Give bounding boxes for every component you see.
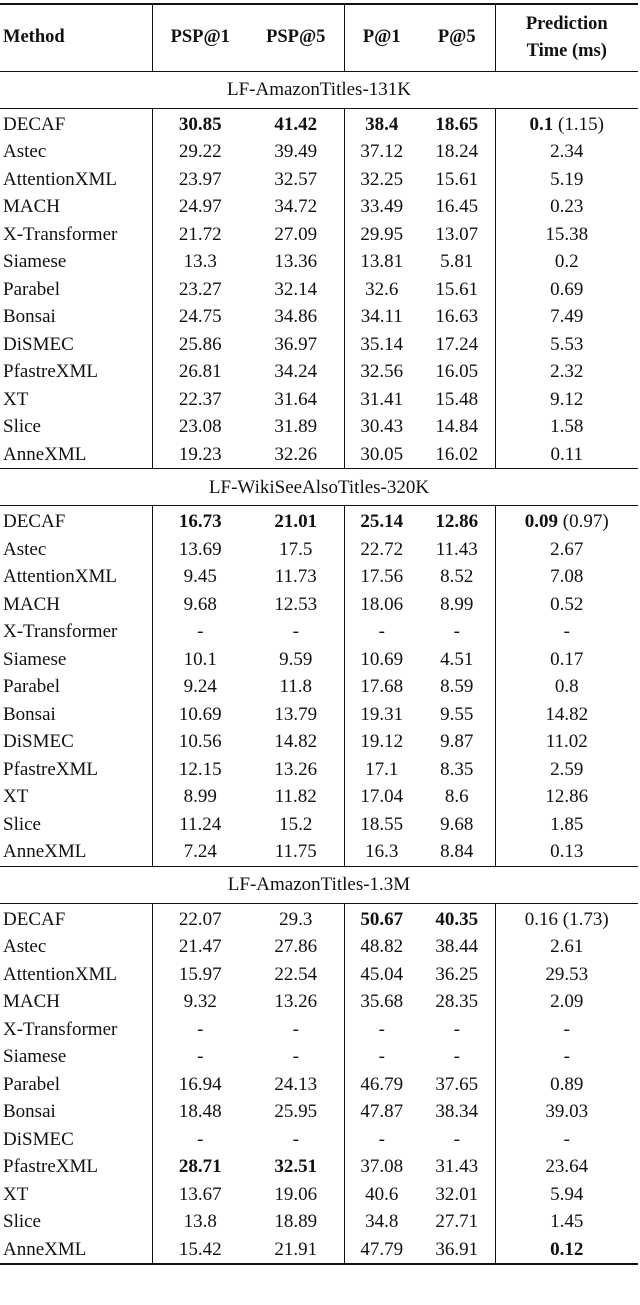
time-cell — [495, 506, 638, 536]
psp1-cell: 8.99 — [152, 783, 248, 811]
p5-cell: 8.52 — [440, 566, 474, 588]
p5-cell: 16.05 — [435, 361, 479, 383]
header-psp5: PSP@5 — [248, 4, 344, 71]
psp1-cell: 13.8 — [152, 1208, 248, 1236]
p5-cell: 13.07 — [435, 223, 479, 245]
table-row — [0, 563, 638, 591]
table-row — [0, 138, 638, 166]
p1-cell: 17.04 — [344, 783, 419, 811]
time-value: 0.1 — [529, 113, 554, 135]
p5-cell: - — [453, 621, 460, 643]
table-row — [0, 331, 638, 359]
psp1-cell: 28.71 — [152, 1153, 248, 1181]
psp1-cell: 11.24 — [152, 811, 248, 839]
psp1-cell: 10.1 — [152, 646, 248, 674]
psp1-cell: 25.86 — [152, 331, 248, 359]
method-cell: Siamese — [3, 251, 67, 273]
psp5-cell: 34.24 — [274, 361, 318, 383]
table-row — [0, 166, 638, 194]
p1-cell: 18.06 — [344, 591, 419, 619]
psp5-cell: 32.14 — [274, 278, 318, 300]
psp5-cell: 31.89 — [274, 416, 318, 438]
psp1-cell: 19.23 — [152, 441, 248, 469]
section-title: LF-AmazonTitles-1.3M — [0, 866, 638, 903]
psp5-cell: 11.75 — [274, 841, 317, 863]
time-cell: 5.53 — [495, 331, 638, 359]
p1-cell: 19.31 — [344, 701, 419, 729]
p1-cell: - — [344, 1043, 419, 1071]
p1-cell: 37.08 — [344, 1153, 419, 1181]
psp5-cell: 13.26 — [274, 991, 318, 1013]
p1-cell: 30.05 — [344, 441, 419, 469]
table-row — [0, 756, 638, 784]
method-cell: XT — [3, 786, 29, 808]
table-row — [0, 646, 638, 674]
method-cell: Parabel — [3, 278, 60, 300]
p5-cell: 9.55 — [440, 703, 474, 725]
p1-cell: 17.56 — [344, 563, 419, 591]
p1-cell: - — [344, 1126, 419, 1154]
header-psp1: PSP@1 — [152, 4, 248, 71]
psp1-cell: 23.08 — [152, 413, 248, 441]
table-row — [0, 933, 638, 961]
p5-cell: 36.91 — [419, 1236, 495, 1265]
time-cell: 0.17 — [495, 646, 638, 674]
method-cell: AttentionXML — [3, 566, 117, 588]
psp5-cell: 15.2 — [279, 813, 313, 835]
p1-cell: 18.55 — [344, 811, 419, 839]
p5-cell: 16.45 — [435, 196, 479, 218]
method-cell: XT — [3, 388, 29, 410]
time-cell: 39.03 — [495, 1098, 638, 1126]
p5-cell: 16.63 — [435, 306, 479, 328]
psp5-cell: 29.3 — [279, 908, 313, 930]
p1-cell: 32.25 — [344, 166, 419, 194]
table-row — [0, 591, 638, 619]
table-row — [0, 1126, 638, 1154]
table-row — [0, 728, 638, 756]
psp1-cell: 26.81 — [152, 358, 248, 386]
method-cell: Astec — [3, 538, 47, 560]
p1-cell: 32.56 — [344, 358, 419, 386]
table-row — [0, 108, 638, 138]
time-cell: 2.59 — [495, 756, 638, 784]
p5-cell: 15.61 — [435, 278, 479, 300]
p1-cell: - — [344, 1016, 419, 1044]
psp1-cell: - — [152, 1043, 248, 1071]
time-cell: - — [495, 618, 638, 646]
time-cell: 0.69 — [495, 276, 638, 304]
p5-cell: 31.43 — [435, 1156, 479, 1178]
method-cell: Siamese — [3, 1046, 67, 1068]
table-row — [0, 441, 638, 469]
psp5-cell: 21.01 — [274, 511, 318, 533]
method-cell: MACH — [3, 196, 61, 218]
table-header — [0, 4, 638, 71]
table-row — [0, 221, 638, 249]
p1-cell: 17.68 — [344, 673, 419, 701]
table-row — [0, 276, 638, 304]
psp5-cell: 24.13 — [274, 1073, 318, 1095]
p1-cell: 45.04 — [344, 961, 419, 989]
psp5-cell: - — [292, 1046, 299, 1068]
section-amazontitles-131k — [0, 71, 638, 469]
psp5-cell: - — [292, 1128, 299, 1150]
section-title: LF-WikiSeeAlsoTitles-320K — [0, 469, 638, 506]
table-row — [0, 1236, 638, 1265]
psp1-cell: - — [152, 1016, 248, 1044]
time-cell: 7.49 — [495, 303, 638, 331]
p1-cell: 19.12 — [344, 728, 419, 756]
table-row — [0, 1016, 638, 1044]
p1-cell: 31.41 — [344, 386, 419, 414]
psp5-cell: - — [292, 1018, 299, 1040]
p5-cell: 8.6 — [444, 786, 469, 808]
psp1-cell: 29.22 — [152, 138, 248, 166]
p5-cell: - — [453, 1046, 460, 1068]
time-cell: 11.02 — [495, 728, 638, 756]
method-cell: DECAF — [3, 908, 66, 930]
time-cell: 7.08 — [495, 563, 638, 591]
table-row — [0, 903, 638, 933]
table-row — [0, 193, 638, 221]
p5-cell: 36.25 — [435, 963, 479, 985]
method-cell: MACH — [3, 991, 61, 1013]
p5-cell: 12.86 — [435, 511, 479, 533]
p1-cell: 47.87 — [344, 1098, 419, 1126]
psp5-cell: 11.82 — [274, 786, 317, 808]
table-row — [0, 536, 638, 564]
psp5-cell: 18.89 — [274, 1211, 318, 1233]
time-cell: 1.45 — [495, 1208, 638, 1236]
psp5-cell: 12.53 — [274, 593, 318, 615]
psp1-cell: 21.72 — [152, 221, 248, 249]
time-cell: 1.85 — [495, 811, 638, 839]
psp1-cell: 23.27 — [152, 276, 248, 304]
psp1-cell: 13.67 — [152, 1181, 248, 1209]
method-cell: X-Transformer — [3, 1018, 118, 1040]
p5-cell: 8.84 — [440, 841, 474, 863]
time-cell: 14.82 — [495, 701, 638, 729]
psp1-cell: 7.24 — [152, 838, 248, 866]
time-cell: 0.23 — [495, 193, 638, 221]
p1-cell: 40.6 — [344, 1181, 419, 1209]
time-cell: 29.53 — [495, 961, 638, 989]
p1-cell: 17.1 — [344, 756, 419, 784]
table-row — [0, 1098, 638, 1126]
table-row — [0, 1153, 638, 1181]
table-row — [0, 386, 638, 414]
p1-cell: 16.3 — [344, 838, 419, 866]
p5-cell: 14.84 — [435, 416, 479, 438]
p1-cell: 37.12 — [344, 138, 419, 166]
p5-cell: 8.99 — [440, 593, 474, 615]
time-cell: 0.16 (1.73) — [495, 903, 638, 933]
psp1-cell: 30.85 — [152, 108, 248, 138]
psp1-cell: 10.69 — [152, 701, 248, 729]
p5-cell: 40.35 — [435, 908, 479, 930]
method-cell: AnneXML — [3, 443, 87, 465]
psp5-cell: 17.5 — [279, 538, 313, 560]
psp5-cell: 11.8 — [279, 676, 313, 698]
psp1-cell: - — [152, 1126, 248, 1154]
table-row — [0, 1208, 638, 1236]
psp5-cell: 27.86 — [274, 936, 318, 958]
psp5-cell: - — [292, 621, 299, 643]
results-table — [0, 3, 638, 1265]
p1-cell: 33.49 — [344, 193, 419, 221]
method-cell: Astec — [3, 141, 47, 163]
table-row — [0, 1181, 638, 1209]
time-cell: 0.8 — [495, 673, 638, 701]
time-cell: 23.64 — [495, 1153, 638, 1181]
psp1-cell: 16.94 — [152, 1071, 248, 1099]
table-row — [0, 1071, 638, 1099]
time-cell: 9.12 — [495, 386, 638, 414]
psp5-cell: 13.36 — [274, 251, 318, 273]
psp1-cell: 18.48 — [152, 1098, 248, 1126]
method-cell: Slice — [3, 813, 41, 835]
p5-cell: 18.65 — [435, 113, 479, 135]
table-row — [0, 701, 638, 729]
p1-cell: 13.81 — [344, 248, 419, 276]
psp5-cell: 13.79 — [274, 703, 318, 725]
p5-cell: 15.48 — [435, 388, 479, 410]
psp5-cell: 14.82 — [274, 731, 318, 753]
method-cell: Bonsai — [3, 703, 56, 725]
psp1-cell: 9.45 — [152, 563, 248, 591]
method-cell: DiSMEC — [3, 333, 74, 355]
time-cell: 0.13 — [495, 838, 638, 866]
p5-cell: 15.61 — [435, 168, 479, 190]
psp5-cell: 21.91 — [248, 1236, 344, 1265]
method-cell: PfastreXML — [3, 1156, 98, 1178]
psp1-cell: - — [152, 618, 248, 646]
psp5-cell: 32.26 — [274, 443, 318, 465]
time-cell: 0.52 — [495, 591, 638, 619]
psp5-cell: 34.86 — [274, 306, 318, 328]
time-cell: 5.94 — [495, 1181, 638, 1209]
p5-cell: - — [453, 1018, 460, 1040]
psp5-cell: 32.57 — [274, 168, 318, 190]
method-cell: Slice — [3, 416, 41, 438]
p5-cell: 8.59 — [440, 676, 474, 698]
table-row — [0, 988, 638, 1016]
method-cell: DiSMEC — [3, 731, 74, 753]
p1-cell: 48.82 — [344, 933, 419, 961]
psp5-cell: 13.26 — [274, 758, 318, 780]
psp1-cell: 9.24 — [152, 673, 248, 701]
psp1-cell: 22.37 — [152, 386, 248, 414]
p5-cell: 37.65 — [435, 1073, 479, 1095]
p1-cell: 38.4 — [344, 108, 419, 138]
time-cell: 0.89 — [495, 1071, 638, 1099]
section-title-row — [0, 866, 638, 903]
psp1-cell: 12.15 — [152, 756, 248, 784]
time-cell: 2.67 — [495, 536, 638, 564]
method-cell: Astec — [3, 936, 47, 958]
header-time-line1: Prediction — [525, 13, 608, 34]
p5-cell: 9.87 — [440, 731, 474, 753]
header-p1: P@1 — [344, 4, 419, 71]
table-row — [0, 506, 638, 536]
method-cell: Bonsai — [3, 1101, 56, 1123]
psp1-cell: 13.3 — [152, 248, 248, 276]
psp1-cell: 15.42 — [152, 1236, 248, 1265]
p5-cell: 16.02 — [435, 443, 479, 465]
p5-cell: 38.34 — [435, 1101, 479, 1123]
psp1-cell: 9.32 — [152, 988, 248, 1016]
psp1-cell: 24.97 — [152, 193, 248, 221]
psp5-cell: 41.42 — [274, 113, 318, 135]
p1-cell: 47.79 — [344, 1236, 419, 1265]
table-row — [0, 783, 638, 811]
time-value: 0.09 — [524, 511, 559, 533]
method-cell: DECAF — [3, 511, 66, 533]
p5-cell: 27.71 — [435, 1211, 479, 1233]
psp1-cell: 16.73 — [152, 506, 248, 536]
method-cell: PfastreXML — [3, 758, 98, 780]
psp5-cell: 9.59 — [279, 648, 313, 670]
method-cell: AnneXML — [0, 1236, 152, 1265]
p1-cell: 25.14 — [344, 506, 419, 536]
table-row — [0, 838, 638, 866]
table-row — [0, 358, 638, 386]
psp5-cell: 22.54 — [274, 963, 318, 985]
method-cell: Slice — [3, 1211, 41, 1233]
p5-cell: 11.43 — [435, 538, 478, 560]
table-row — [0, 1043, 638, 1071]
table-row — [0, 673, 638, 701]
p1-cell: - — [344, 618, 419, 646]
p1-cell: 30.43 — [344, 413, 419, 441]
psp5-cell: 34.72 — [274, 196, 318, 218]
time-cell: - — [495, 1016, 638, 1044]
time-cell: 0.2 — [495, 248, 638, 276]
time-cell: 2.32 — [495, 358, 638, 386]
section-title: LF-AmazonTitles-131K — [0, 71, 638, 108]
psp1-cell: 15.97 — [152, 961, 248, 989]
p5-cell: 9.68 — [440, 813, 474, 835]
p5-cell: 32.01 — [435, 1183, 479, 1205]
p5-cell: 4.51 — [440, 648, 474, 670]
table-row — [0, 811, 638, 839]
time-cell: - — [495, 1043, 638, 1071]
method-cell: DiSMEC — [3, 1128, 74, 1150]
method-cell: Parabel — [3, 676, 60, 698]
psp1-cell: 24.75 — [152, 303, 248, 331]
p5-cell: - — [453, 1128, 460, 1150]
time-cell: 1.58 — [495, 413, 638, 441]
method-cell: XT — [3, 1183, 29, 1205]
psp1-cell: 23.97 — [152, 166, 248, 194]
section-title-row — [0, 469, 638, 506]
psp5-cell: 31.64 — [274, 388, 318, 410]
time-cell: 0.12 — [495, 1236, 638, 1265]
method-cell: X-Transformer — [3, 621, 118, 643]
time-cell: - — [495, 1126, 638, 1154]
p1-cell: 22.72 — [344, 536, 419, 564]
section-amazontitles-1-3m — [0, 866, 638, 1264]
header-prediction-time — [495, 4, 638, 71]
table-row — [0, 303, 638, 331]
p5-cell: 38.44 — [435, 936, 479, 958]
p5-cell: 17.24 — [435, 333, 479, 355]
method-cell: PfastreXML — [3, 361, 98, 383]
psp5-cell: 32.51 — [274, 1156, 318, 1178]
psp5-cell: 19.06 — [274, 1183, 318, 1205]
section-wikiseealsotitles-320k — [0, 469, 638, 867]
psp1-cell: 10.56 — [152, 728, 248, 756]
method-cell: X-Transformer — [3, 223, 118, 245]
psp5-cell: 27.09 — [274, 223, 318, 245]
time-cell: 2.61 — [495, 933, 638, 961]
table-row — [0, 248, 638, 276]
p1-cell: 29.95 — [344, 221, 419, 249]
time-cell: 12.86 — [495, 783, 638, 811]
method-cell: MACH — [3, 593, 61, 615]
time-cell — [495, 108, 638, 138]
psp1-cell: 21.47 — [152, 933, 248, 961]
method-cell: DECAF — [3, 113, 66, 135]
p5-cell: 18.24 — [435, 141, 479, 163]
psp1-cell: 22.07 — [152, 903, 248, 933]
p1-cell: 50.67 — [344, 903, 419, 933]
time-cell: 2.34 — [495, 138, 638, 166]
p1-cell: 35.14 — [344, 331, 419, 359]
p1-cell: 46.79 — [344, 1071, 419, 1099]
p1-cell: 32.6 — [344, 276, 419, 304]
method-cell: Bonsai — [3, 306, 56, 328]
header-method: Method — [0, 4, 152, 71]
psp5-cell: 36.97 — [274, 333, 318, 355]
method-cell: Parabel — [3, 1073, 60, 1095]
time-cell: 15.38 — [495, 221, 638, 249]
table-row — [0, 413, 638, 441]
time-extra: (1.15) — [553, 113, 604, 135]
p5-cell: 5.81 — [440, 251, 474, 273]
time-cell: 2.09 — [495, 988, 638, 1016]
method-cell: Siamese — [3, 648, 67, 670]
table-row — [0, 961, 638, 989]
section-title-row — [0, 71, 638, 108]
p1-cell: 34.8 — [344, 1208, 419, 1236]
time-cell: 5.19 — [495, 166, 638, 194]
method-cell: AnneXML — [3, 841, 87, 863]
psp5-cell: 25.95 — [274, 1101, 318, 1123]
header-p5: P@5 — [419, 4, 495, 71]
header-time-line2: Time (ms) — [526, 40, 607, 61]
method-cell: AttentionXML — [3, 963, 117, 985]
p1-cell: 35.68 — [344, 988, 419, 1016]
psp1-cell: 9.68 — [152, 591, 248, 619]
p1-cell: 34.11 — [344, 303, 419, 331]
time-extra: (0.97) — [558, 511, 609, 533]
psp1-cell: 13.69 — [152, 536, 248, 564]
p5-cell: 8.35 — [440, 758, 474, 780]
time-cell: 0.11 — [495, 441, 638, 469]
header-row — [0, 4, 638, 71]
psp5-cell: 39.49 — [274, 141, 318, 163]
table-row — [0, 618, 638, 646]
psp5-cell: 11.73 — [274, 566, 317, 588]
p1-cell: 10.69 — [344, 646, 419, 674]
method-cell: AttentionXML — [3, 168, 117, 190]
p5-cell: 28.35 — [435, 991, 479, 1013]
